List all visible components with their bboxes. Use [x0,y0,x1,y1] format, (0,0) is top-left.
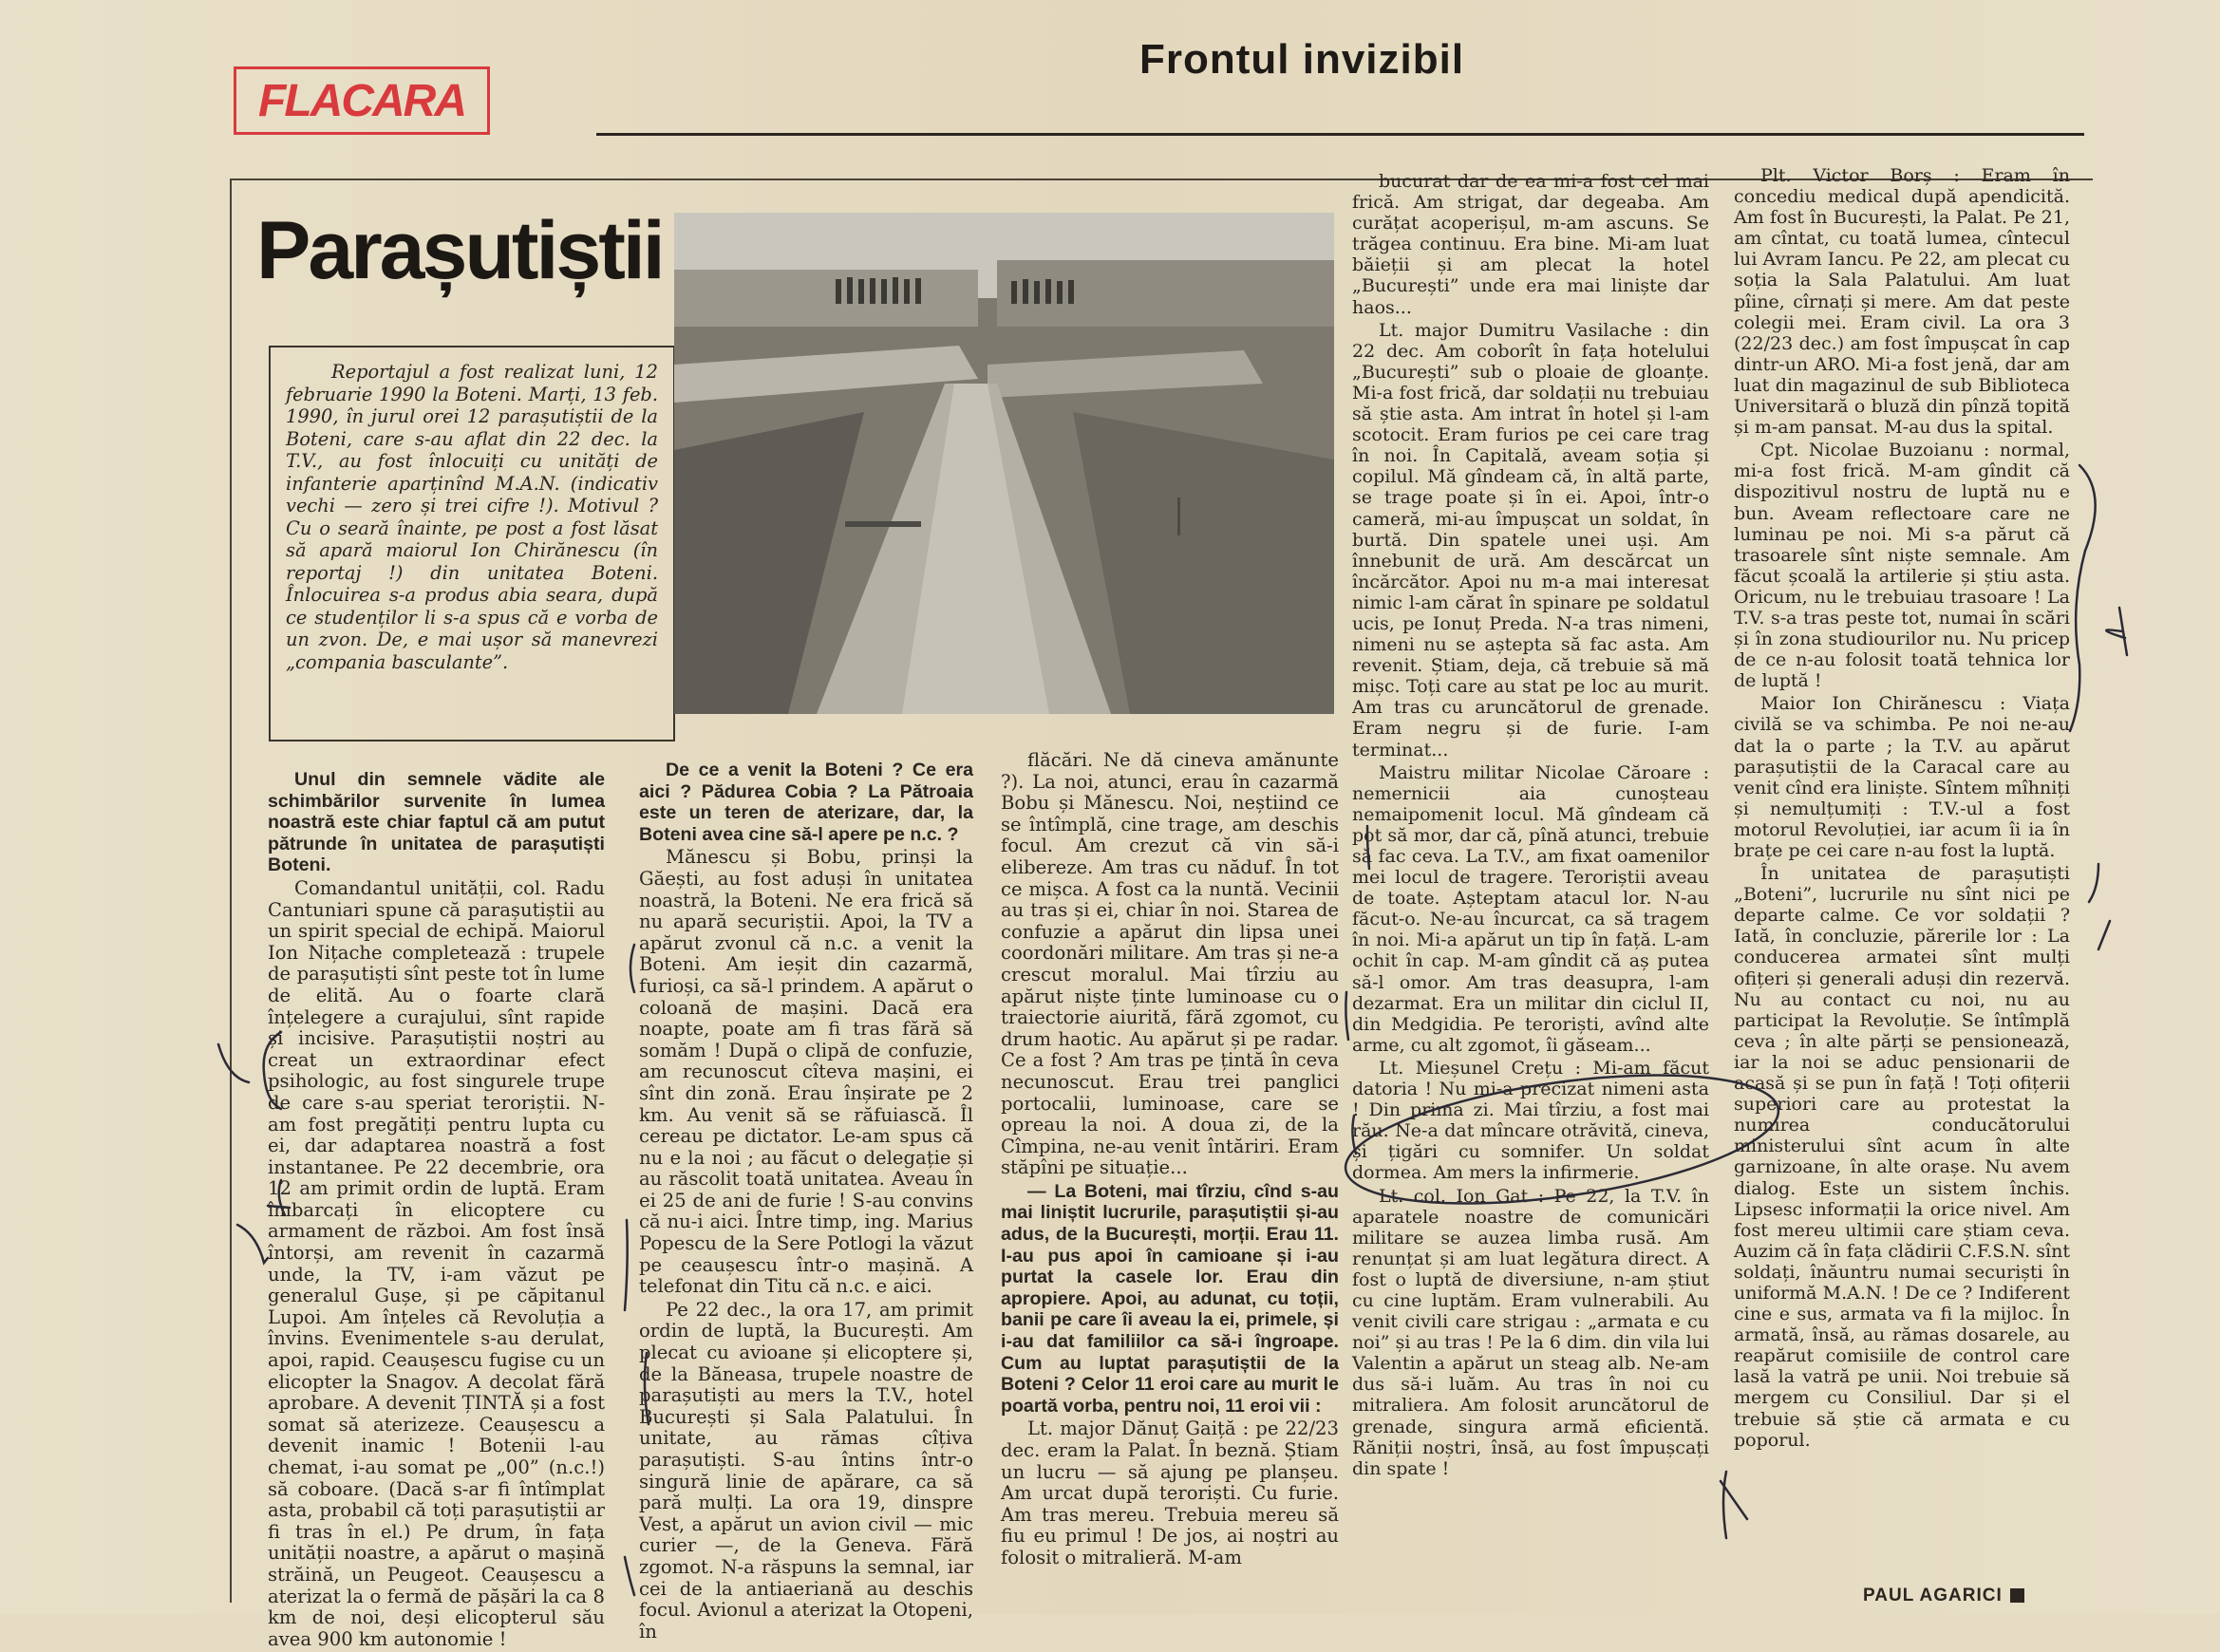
end-mark-icon [2010,1588,2024,1603]
section-title: Frontul invizibil [1139,36,1465,83]
article-column-4 [1352,171,1709,1481]
col3-paragraph-3: Lt. major Dănuț Gaiță : pe 22/23 dec. eram la Palat. În beznă. Știam un lucru — să ajung pe planșeu. Am urcat după teroriști. Cu furie. Am tras mereu. Trebuia mereu să fiu eu primul ! De jos, ai noștri au folosit o mitralieră. M-am [1001,1417,1339,1568]
col4-paragraph-2: Lt. major Dumitru Vasilache : din 22 dec. Am coborît în fața hotelului „București” sub o ploaie de gloanțe. Mi-a fost frică, dar soldații nu trebuiau să știe asta. Am intrat în hotel și l-am scotocit. Eram furios pe cei care trag în noi. În Capitală, aveam soția și copilul. Mă gîndeam că, în altă parte, se trage poate și în ei. Apoi, într-o cameră, mi-au împușcat un soldat, în burtă. Din spatele unei uși. Am înnebunit de ură. Am descărcat un încărcător. Apoi nu m-a mai interesat nimic l-am cărat în spinare pe soldatul ucis, pe Ionuț Preda. N-a tras nimeni, nimeni nu se aștepta să fac asta. Am revenit. Știam, deja, că trebuie să mă mișc. Toți care au stat pe loc au murit. Am tras cu aruncătorul de grenade. Eram negru și de furie. I-am terminat... [1352,319,1709,760]
masthead-label: FLACARA [258,75,465,126]
col4-paragraph-1: bucurat dar de ea mi-a fost cel mai frică. Am strigat, dar degeaba. Am curățat acoperișul, m-am ascuns. Se trăgea continuu. Era bine. Mi-am luat băieții și am plecat la hotel „București” unde era mai liniște dar haos... [1352,171,1709,318]
col5-paragraph-3: Maior Ion Chirănescu : Viața civilă se va schimba. Pe noi ne-au dat la o parte ; la T.V. au apărut parașutiștii de la Caracal care au venit cînd era liniște. Sîntem mîhniți și nemulțumiți : T.V.-ul a fost motorul Revoluției, iar acum îi ia în brațe pe cei care n-au fost la luptă. [1734,693,2070,861]
author-byline [1863,1586,2024,1606]
intro-text: Reportajul a fost realizat luni, 12 februarie 1990 la Boteni. Marți, 13 feb. 1990, în jurul orei 12 parașutiștii de la Boteni, care s-au aflat din 22 dec. la T.V., au fost înlocuiți cu unități de infanterie aparținînd M.A.N. (indicativ vechi — zero și trei cifre !). Motivul ? Cu o seară înainte, pe post a fost lăsat să apară maiorul Ion Chirănescu (în reportaj !) din unitatea Boteni. Înlocuirea s-a produs abia seara, după ce studenților li s-a spus că e vorba de un zvon. De, e mai ușor să manevrezi „compania basculante”. [286,361,658,673]
col5-paragraph-2: Cpt. Nicolae Buzoianu : normal, mi-a fost frică. M-am gîndit că dispozitivul nostru de luptă nu e bun. Aveam reflectoare care ne luminau pe noi. Mi s-a părut că trasoarele sînt niște semnale. Am făcut școală la artilerie și știu asta. Oricum, nu le trebuiau trasoare ! La T.V. s-a tras peste tot, numai în scări și în zona studiourilor nu. Nu pricep de ce n-au folosit toată tehnica lor de luptă ! [1734,440,2070,692]
col1-lead: Unul din semnele vădite ale schimbărilor survenite în lumea noastră este chiar faptul că am putut pătrunde în unitatea de parașutiști Boteni. [268,769,605,876]
intro-box [269,346,675,742]
article-headline: Parașutiștii [256,205,663,296]
col5-paragraph-4: În unitatea de parașutiști „Boteni”, lucrurile nu sînt nici pe departe calme. Ce vor soldații ? Iată, în concluzie, părerile lor : La conducerea armatei sînt mulți ofițeri și generali aduși din rezervă. Nu au contact cu noi, nu au participat la Revoluție. Se întîmplă ceva ; în alte părți se pensionează, iar la noi se aduc pensionarii de acasă și se pun în față ! Toți ofițerii superiori care au protestat la numirea conducătorului ministerului sînt acum în alte garnizoane, în alte orașe. Nu avem dialog. Este un sistem închis. Lipsesc informații la orice nivel. Am fost mereu ultimii care știam ceva. Auzim că în fața clădirii C.F.S.N. sînt soldați, înăuntru numai securiști în uniformă M.A.N. ! De ce ? Indiferent cine e sus, armata va fi la mijloc. În armată, însă, au rămas dosarele, au reapărut comisiile de control care lasă la vatră pe unii. Noi trebuie să mergem cu Consiliul. Dar și el trebuie să știe că armata e cu poporul. [1734,863,2070,1451]
header-rule [596,133,2084,136]
col3-paragraph-2: — La Boteni, mai tîrziu, cînd s-au mai liniștit lucrurile, parașutiștii și-au adus, de la București, morții. Erau 11. I-au pus apoi în camioane și i-au purtat la casele lor. Erau din apropiere. Apoi, au adunat, cu toții, banii pe care îi aveau la ei, primele, și i-au dat familiilor ca să-i îngroape. Cum au luptat parașutiștii de la Boteni ? Celor 11 eroi care au murit le poartă vorba, pentru noi, 11 eroi vii : [1001,1180,1339,1417]
col2-lead: De ce a venit la Boteni ? Ce era aici ? Pădurea Cobia ? La Pătroaia este un teren de aterizare, dar, la Boteni avea cine să-l apere pe n.c. ? [639,760,973,845]
col1-paragraph: Comandantul unității, col. Radu Cantuniari spune că parașutiștii au un spirit special de echipă. Maiorul Ion Nițache completează : trupele de parașutiști sînt peste tot în lume de elită. Au o foarte clară înțelegere a curajului, sînt rapide și incisive. Parașutiștii noștri au creat un extraordinar efect psihologic, au fost singurele trupe de care s-au speriat teroriștii. N-am fost pregătiți pentru lupta cu ei, dar adaptarea noastră a fost instantanee. Pe 22 decembrie, ora 12 am primit ordin de luptă. Eram îmbarcați în elicoptere cu armament de război. Am fost însă întorși, am revenit în cazarmă unde, la TV, i-am văzut pe generalul Gușe, și pe căpitanul Lupoi. Am înțeles că Revoluția a învins. Evenimentele s-au derulat, apoi, rapid. Ceaușescu fugise cu un elicopter la Snagov. A decolat fără aprobare. A devenit ȚINTĂ și a fost somat să aterizeze. Ceaușescu a devenit inamic ! Botenii l-au chemat, i-au somat pe „00” (n.c.!) să coboare. (Dacă s-ar fi întîmplat asta, probabil că toți parașutiștii ar fi tras în el.) Pe drum, în fața unității noastre, a apărut o mașină străină, un Peugeot. Ceaușescu a aterizat la o fermă de pășări la ca 8 km de noi, deși elicopterul său avea 900 km autonomie ! [268,876,605,1650]
col4-paragraph-4: Lt. Mieșunel Crețu : Mi-am făcut datoria ! Nu mi-a precizat nimeni asta ! Din prima zi. Mai tîrziu, a fost mai rău. Ne-a dat mîncare otrăvită, cineva, și țigări cu somnifer. Un soldat dormea. Am mers la infirmerie. [1352,1057,1709,1184]
flacara-masthead-logo [234,66,490,135]
article-column-5 [1734,165,2070,1453]
col4-paragraph-5: Lt. col. Ion Gat : Pe 22, la T.V. în aparatele noastre de comunicări militare se auzea limba rusă. Am renunțat și am luat legătura direct. A fost o luptă de diversiune, n-am știut cu cine luptăm. Eram vulnerabili. Au venit civili care strigau : „armata e cu noi” și au tras ! Pe la 6 dim. din vila lui Valentin a apărut un steag alb. Ne-am dus să-i luăm. Au tras în noi cu mitraliera. Am folosit aruncătorul de grenade, singura armă eficientă. Răniții noștri, însă, au fost împușcați din spate ! [1352,1185,1709,1479]
col4-paragraph-3: Maistru militar Nicolae Căroare : nemernicii aia cunoșteau nemaipomenit locul. Mă gîndeam că pot să mor, dar că, pînă atunci, trebuie să fac ceva. La T.V., am fixat oamenilor mei locul de tragere. Teroriștii aveau de toate. Așteptam atacul lor. N-au făcut-o. Ne-au încurcat, ca să tragem în noi. Mi-a apărut un tip în față. L-am ochit în cap. M-am gîndit că aș putea să-l omor. Am tras deasupra, l-am dezarmat. Era un militar din ciclul II, din Medgidia. Pe teroriști, avînd alte arme, cu alt zgomot, îi găseam... [1352,761,1709,1056]
col2-paragraph-1: Mănescu și Bobu, prinși la Găești, au fost aduși în unitatea noastră, la Boteni. Ne era frică să nu apară securiștii. Apoi, la TV a apărut zvonul că n.c. a venit la Boteni. Am ieșit din cazarmă, furioși, ca să-l prindem. A apărut o coloană de mașini. Dacă era noapte, poate am fi tras fără să somăm ! După o clipă de confuzie, am recunoscut cîteva mașini, ei sînt din zonă. Erau înșirate pe 2 km. Au venit să se răfuiască. Îl cereau pe dictator. Le-am spus că nu e la noi ; au făcut o delegație și au răscolit toată unitatea. Aveau în ei 25 de ani de furie ! S-au convins că nu-i aici. Între timp, ing. Marius Popescu de la Sere Potlogi la văzut pe ceaușescu într-o mașină. A telefonat din Titu că n.c. e aici. [639,846,973,1298]
col5-paragraph-1: Plt. Victor Borș : Eram în concediu medical după apendicită. Am fost în București, la Palat. Pe 21, am cîntat, cu toată lumea, cîntecul lui Avram Iancu. Pe 22, am plecat cu soția la Sala Palatului. Am luat pîine, cîrnați și mere. Am dat peste colegii mei. Eram civil. La ora 3 (22/23 dec.) am fost împușcat în cap dintr-un ARO. Mi-a fost jenă, dar am luat din magazinul de sub Biblioteca Universitară o bluză din pînză topită și m-am pansat. M-au dus la spital. [1734,165,2070,439]
article-column-3 [1001,750,1339,1571]
col3-paragraph-1: flăcări. Ne dă cineva amănunte ?). La noi, atunci, erau în cazarmă Bobu și Mănescu. Noi, neștiind ce se întîmplă, cine trage, am deschis focul. Am crezut că vin să-i elibereze. Am tras cu năduf. În tot ce mișca. A fost ca la nuntă. Vecinii au tras și ei, chiar în noi. Starea de confuzie a apărut din lipsa unei coordonări militare. Am tras și ne-a crescut moralul. Mai tîrziu au apărut niște ținte luminoase cu o traiectorie aiurită, fără zgomot, cu drum haotic. Au apărut și pe radar. Ce a fost ? Am tras pe țintă în ceva necunoscut. Erau trei panglici portocalii, luminoase, care se opreau la noi. A doua zi, de la Cîmpina, ne-au venit întăriri. Eram stăpîni pe situație... [1001,749,1339,1179]
article-column-2 [639,760,973,1644]
article-column-1 [268,769,605,1652]
author-name: PAUL AGARICI [1863,1586,2003,1605]
airfield-photo-illustration [674,213,1334,714]
col2-paragraph-2: Pe 22 dec., la ora 17, am primit ordin de luptă, la București. Am plecat cu avioane și elicoptere și, de la Băneasa, trupele noastre de parașutiști au mers la T.V., hotel București și Sala Palatului. În unitate, au rămas cîțiva parașutiști. S-au întins într-o singură linie de apărare, ca să pară mulți. La ora 19, dinspre Vest, a apărut un avion civil — mic curier —, de la Geneva. Fără zgomot. N-a răspuns la semnal, iar cei de la antiaeriană au deschis focul. Avionul a aterizat la Otopeni, în [639,1298,973,1643]
airfield-photo [674,213,1334,714]
